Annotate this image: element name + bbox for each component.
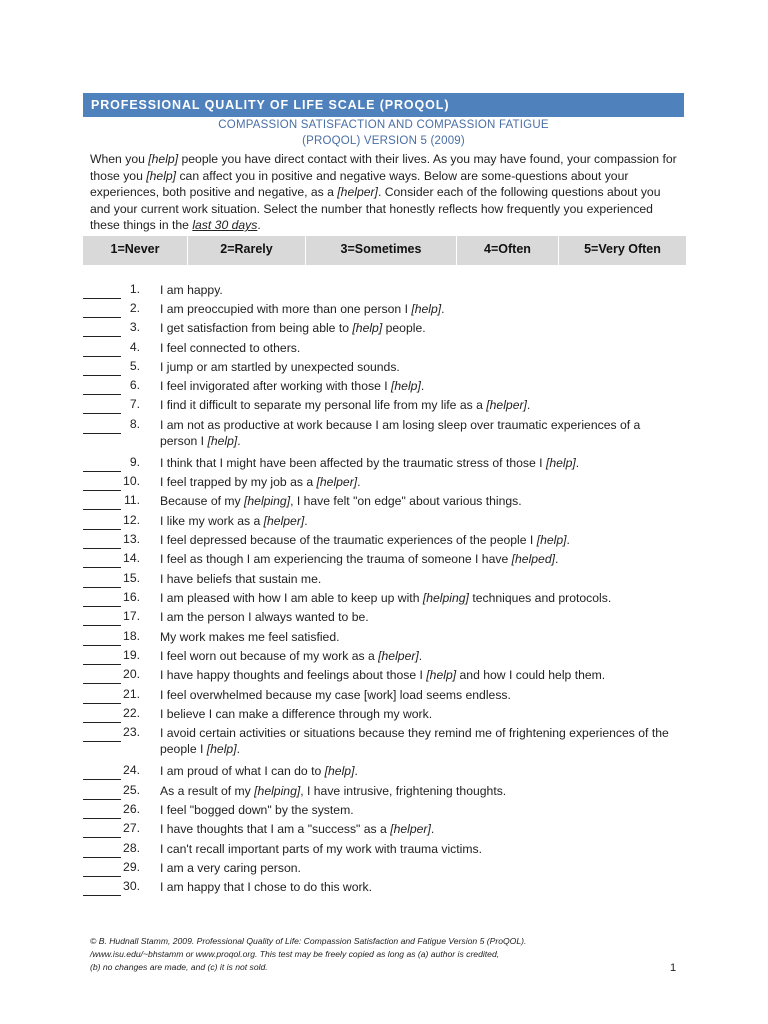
intro-text: When you [90, 152, 149, 166]
item-text-fragment: I feel depressed because of the traumatic experiences of the people I [160, 533, 537, 547]
item-text-fragment: I am pleased with how I am able to keep up with [160, 591, 423, 605]
item-text [160, 841, 680, 857]
item-text-fragment: As a result of my [160, 784, 255, 798]
answer-blank[interactable] [83, 722, 121, 723]
item-number: 11. [123, 493, 140, 507]
item-text [160, 590, 680, 606]
item-text [160, 667, 680, 683]
help-placeholder: [helper] [390, 822, 431, 836]
item-text-fragment: I find it difficult to separate my personal life from my life as a [160, 398, 487, 412]
answer-blank[interactable] [83, 837, 121, 838]
answer-blank[interactable] [83, 433, 121, 434]
item-text-fragment: I feel worn out because of my work as a [160, 649, 379, 663]
item-text [160, 609, 680, 625]
subtitle-line-1: COMPASSION SATISFACTION AND COMPASSION FATIGUE [218, 119, 549, 131]
item-text-fragment: I like my work as a [160, 514, 264, 528]
item-text [160, 879, 680, 895]
item-text-fragment: . [575, 456, 580, 470]
footer-line-2: /www.isu.edu/~bhstamm or www.proqol.org. This test may be freely copied as long as (a) author is credited, [90, 949, 500, 959]
item-text-fragment: . [304, 514, 308, 528]
subtitle-line-2: (PROQOL) VERSION 5 (2009) [302, 135, 465, 147]
answer-blank[interactable] [83, 375, 121, 376]
help-placeholder: [helper] [316, 475, 358, 489]
answer-blank[interactable] [83, 529, 121, 530]
item-text-fragment: . [354, 764, 358, 778]
instructions-paragraph [90, 151, 680, 234]
item-text-fragment: Because of my [160, 494, 244, 508]
item-text-fragment: , I have felt "on edge" about various things. [290, 494, 522, 508]
item-text-fragment: I have thoughts that I am a "success" as a [160, 822, 391, 836]
help-placeholder: [helping] [244, 494, 291, 508]
item-text [160, 417, 680, 449]
answer-blank[interactable] [83, 857, 121, 858]
item-text [160, 802, 680, 818]
answer-blank[interactable] [83, 703, 121, 704]
item-text [160, 687, 680, 703]
item-text-fragment: I feel invigorated after working with those I [160, 379, 392, 393]
item-number: 29. [123, 860, 140, 874]
answer-blank[interactable] [83, 683, 121, 684]
item-text [160, 532, 680, 548]
help-placeholder: [help] [352, 321, 383, 335]
item-text-fragment: . [555, 552, 559, 566]
item-text-fragment: I am a very caring person. [160, 861, 301, 875]
item-number: 21. [123, 687, 140, 701]
answer-blank[interactable] [83, 741, 121, 742]
timeframe-emphasis: last 30 days [192, 218, 258, 233]
item-text [160, 648, 680, 664]
item-text-fragment: I jump or am startled by unexpected sounds. [160, 360, 400, 374]
footer-line-1: © B. Hudnall Stamm, 2009. Professional Quality of Life: Compassion Satisfaction and Fatigue Version 5 (ProQOL). [90, 936, 527, 946]
item-text [160, 455, 680, 471]
item-number: 23. [123, 725, 140, 739]
item-number: 17. [123, 609, 140, 623]
item-text-fragment: I believe I can make a difference through my work. [160, 707, 433, 721]
item-number: 19. [123, 648, 140, 662]
scale-option-sometimes: 3=Sometimes [340, 242, 422, 256]
answer-blank[interactable] [83, 779, 121, 780]
item-number: 2. [129, 301, 140, 315]
item-number: 14. [123, 551, 140, 565]
item-text [160, 359, 680, 375]
footer-line-3: (b) no changes are made, and (c) it is not sold. [90, 962, 268, 972]
item-number: 20. [123, 667, 140, 681]
item-text-fragment: . [237, 434, 241, 448]
item-text [160, 571, 680, 587]
item-number: 15. [123, 571, 140, 585]
item-text-fragment: . [420, 379, 425, 393]
item-text [160, 320, 680, 336]
item-number: 10. [123, 474, 140, 488]
page-title: PROFESSIONAL QUALITY OF LIFE SCALE (PROQOL) [83, 93, 684, 117]
item-text-fragment: I feel as though I am experiencing the trauma of someone I have [160, 552, 512, 566]
help-placeholder: [help] [545, 456, 576, 470]
answer-blank[interactable] [83, 818, 121, 819]
item-number: 8. [129, 417, 140, 431]
help-placeholder: [help] [207, 434, 238, 448]
item-number: 13. [123, 532, 140, 546]
answer-blank[interactable] [83, 356, 121, 357]
helper-placeholder: [helper] [337, 185, 378, 200]
item-text [160, 397, 680, 413]
item-text-fragment: . [236, 742, 240, 756]
item-number: 5. [129, 359, 140, 373]
help-placeholder: [help] [148, 152, 179, 166]
item-text [160, 301, 680, 317]
item-text-fragment: . [441, 302, 445, 316]
scale-option-rarely: 2=Rarely [220, 242, 273, 256]
item-number: 16. [123, 590, 140, 604]
item-text-fragment: . [526, 398, 531, 412]
answer-blank[interactable] [83, 471, 121, 472]
intro-text: people you have direct contact with their lives. As you may have found, your compassion for those you [90, 152, 677, 183]
answer-blank[interactable] [83, 336, 121, 337]
item-text-fragment: I feel overwhelmed because my case [work] load seems endless. [160, 688, 511, 702]
help-placeholder: [helper] [378, 649, 419, 663]
answer-blank[interactable] [83, 799, 121, 800]
item-text-fragment: and how I could help them. [456, 668, 606, 682]
item-number: 26. [123, 802, 140, 816]
item-text-fragment: I avoid certain activities or situations because they remind me of frightening experiences of the people I [160, 726, 669, 756]
item-number: 18. [123, 629, 140, 643]
item-number: 3. [129, 320, 140, 334]
copyright-footer [90, 935, 610, 974]
item-number: 4. [129, 340, 140, 354]
item-text-fragment: My work makes me feel satisfied. [160, 630, 340, 644]
item-text-fragment: I get satisfaction from being able to [160, 321, 353, 335]
item-number: 27. [123, 821, 140, 835]
intro-text: . Consider each of the following questions about you and your current work situation. Select the number that honestly reflects how frequently you experienced these things in the [90, 185, 661, 233]
answer-blank[interactable] [83, 548, 121, 549]
item-text [160, 378, 680, 394]
help-placeholder: [helper] [263, 514, 305, 528]
item-text-fragment: I am happy. [160, 283, 223, 297]
item-text-fragment: I feel trapped by my job as a [160, 475, 317, 489]
item-number: 6. [129, 378, 140, 392]
help-placeholder: [help] [206, 742, 237, 756]
item-text-fragment: I can't recall important parts of my work with trauma victims. [160, 842, 482, 856]
answer-blank[interactable] [83, 876, 121, 877]
item-text-fragment: I have beliefs that sustain me. [160, 572, 322, 586]
help-placeholder: [help] [391, 379, 421, 393]
item-text-fragment: I am proud of what I can do to [160, 764, 325, 778]
answer-blank[interactable] [83, 490, 121, 491]
item-text [160, 340, 680, 356]
item-text [160, 725, 680, 757]
help-placeholder: [help] [411, 302, 442, 316]
help-placeholder: [helper] [486, 398, 527, 412]
item-number: 22. [123, 706, 140, 720]
answer-blank[interactable] [83, 606, 121, 607]
item-number: 24. [123, 763, 140, 777]
item-number: 7. [129, 397, 140, 411]
item-text [160, 860, 680, 876]
item-text-fragment: I have happy thoughts and feelings about those I [160, 668, 427, 682]
item-number: 25. [123, 783, 140, 797]
item-text-fragment: I am not as productive at work because I am losing sleep over traumatic experiences of a person I [160, 418, 641, 448]
item-text-fragment: I think that I might have been affected by the traumatic stress of those I [160, 456, 546, 470]
item-text-fragment: . [357, 475, 361, 489]
item-text-fragment: . [566, 533, 570, 547]
answer-blank[interactable] [83, 645, 121, 646]
item-text [160, 474, 680, 490]
scale-option-often: 4=Often [484, 242, 531, 256]
item-text [160, 513, 680, 529]
answer-blank[interactable] [83, 895, 121, 896]
answer-blank[interactable] [83, 567, 121, 568]
item-number: 1. [129, 282, 140, 296]
scale-option-never: 1=Never [110, 242, 160, 256]
item-text-fragment: people. [382, 321, 426, 335]
item-text [160, 493, 680, 509]
intro-text: can affect you in positive and negative ways. Below are some-questions about your experiences, both positive and negative, as a [90, 168, 629, 200]
item-number: 30. [123, 879, 140, 893]
item-number: 28. [123, 841, 140, 855]
answer-blank[interactable] [83, 317, 121, 318]
page-number: 1 [670, 962, 677, 974]
item-text [160, 282, 680, 298]
answer-blank[interactable] [83, 664, 121, 665]
help-placeholder: [help] [426, 668, 457, 682]
item-text [160, 629, 680, 645]
help-placeholder: [help] [146, 168, 177, 183]
help-placeholder: [help] [536, 533, 567, 547]
intro-text: . [257, 218, 261, 233]
answer-blank[interactable] [83, 413, 121, 414]
item-text [160, 551, 680, 567]
item-text-fragment: I am happy that I chose to do this work. [160, 880, 373, 894]
answer-blank[interactable] [83, 587, 121, 588]
rating-scale-legend [83, 236, 686, 265]
item-text-fragment: , I have intrusive, frightening thoughts. [300, 784, 507, 798]
item-text [160, 783, 680, 799]
item-text [160, 821, 680, 837]
answer-blank[interactable] [83, 298, 121, 299]
answer-blank[interactable] [83, 625, 121, 626]
item-text-fragment: I feel connected to others. [160, 341, 301, 355]
item-number: 9. [129, 455, 140, 469]
item-text-fragment: I am preoccupied with more than one person I [160, 302, 412, 316]
answer-blank[interactable] [83, 394, 121, 395]
item-text-fragment: . [418, 649, 423, 663]
item-text-fragment: I feel "bogged down" by the system. [160, 803, 354, 817]
item-text-fragment: techniques and protocols. [468, 591, 612, 605]
item-text-fragment: . [430, 822, 435, 836]
item-text [160, 763, 680, 779]
answer-blank[interactable] [83, 509, 121, 510]
item-text-fragment: I am the person I always wanted to be. [160, 610, 369, 624]
item-text [160, 706, 680, 722]
help-placeholder: [helped] [511, 552, 555, 566]
help-placeholder: [helping] [422, 591, 469, 605]
help-placeholder: [helping] [254, 784, 301, 798]
item-number: 12. [123, 513, 140, 527]
scale-option-very-often: 5=Very Often [584, 242, 661, 256]
help-placeholder: [help] [324, 764, 355, 778]
